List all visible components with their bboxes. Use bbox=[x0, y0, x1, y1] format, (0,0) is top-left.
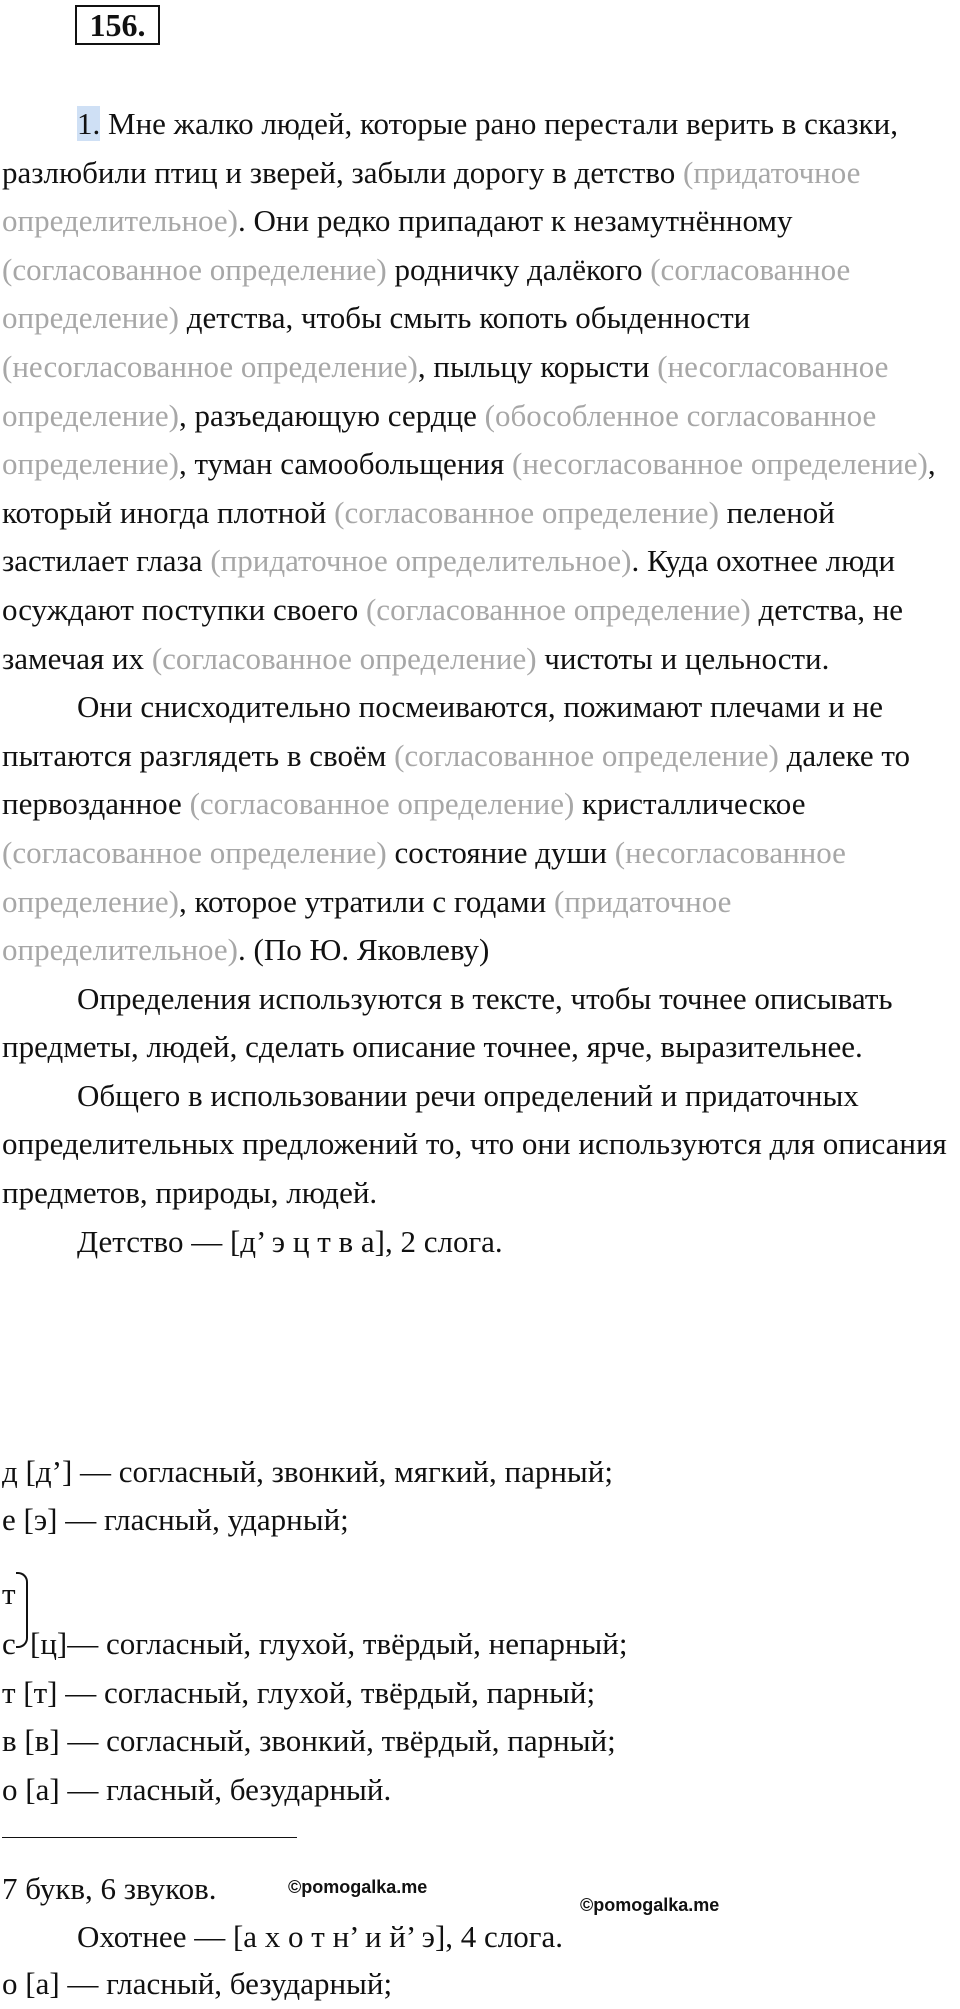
phonetic-line-o: о [а] — гласный, безударный. bbox=[2, 1772, 392, 1807]
text-run: . (По Ю. Яковлеву) bbox=[238, 932, 490, 968]
gray-annotation: (согласованное определение) bbox=[189, 786, 575, 822]
next-word-line: Охотнее — [а х о т н’ и й’ э], 4 слога. bbox=[77, 1919, 563, 1954]
watermark: ©pomogalka.me bbox=[288, 1877, 428, 1897]
text-run: . Они редко припадают к незамутнённому bbox=[238, 203, 793, 239]
phonetic-line-t: т [т] — согласный, глухой, твёрдый, парный; bbox=[2, 1675, 596, 1710]
text-run: . Куда охотнее люди осуждают поступки своего bbox=[2, 543, 896, 627]
text-run: пеленой застилает глаза bbox=[2, 494, 835, 579]
text-run: детства, чтобы смыть копоть обыденности bbox=[178, 300, 751, 336]
answer-text bbox=[2, 100, 950, 1266]
gray-annotation: (придаточное определительное) bbox=[2, 883, 732, 968]
gray-annotation: (согласованное определение) bbox=[2, 251, 851, 336]
gray-annotation: (согласованное определение) bbox=[394, 737, 779, 773]
text-run: Они снисходительно посмеиваются, пожимают плечами и не пытаются разглядеть в своём bbox=[2, 689, 883, 773]
phonetic-line-ts: [ц]— согласный, глухой, твёрдый, непарный; bbox=[30, 1626, 628, 1661]
gray-annotation: (согласованное определение) bbox=[2, 834, 387, 870]
gray-annotation: (согласованное определение) bbox=[365, 591, 751, 627]
gray-annotation: (обособленное согласованное определение) bbox=[2, 397, 877, 482]
phonetic-line-v: в [в] — согласный, звонкий, твёрдый, парный; bbox=[2, 1723, 616, 1758]
gray-annotation: (придаточное определительное) bbox=[2, 154, 861, 239]
brace-icon bbox=[16, 1572, 28, 1648]
letters-sounds-count: 7 букв, 6 звуков. bbox=[2, 1871, 217, 1906]
text-run: , пыльцу корысти bbox=[417, 348, 658, 384]
text-run: состояние души bbox=[386, 834, 615, 870]
gray-annotation: (несогласованное определение) bbox=[2, 348, 418, 384]
watermark: ©pomogalka.me bbox=[580, 1895, 720, 1915]
gray-annotation: (согласованное определение) bbox=[2, 251, 387, 287]
phonetic-letter-s: с bbox=[2, 1626, 16, 1661]
phonetic-line-e: е [э] — гласный, ударный; bbox=[2, 1502, 349, 1537]
phonetic-line-d: д [д’] — согласный, звонкий, мягкий, парный; bbox=[2, 1454, 613, 1489]
next-phonetic-line: о [а] — гласный, безударный; bbox=[2, 1966, 393, 2001]
text-run: Мне жалко людей, которые рано перестали верить в сказки, разлюбили птиц и зверей, забыли дорогу в детство bbox=[2, 106, 898, 190]
paragraph-3: Определения используются в тексте, чтобы точнее описывать предметы, людей, сделать описание точнее, ярче, выразительнее. bbox=[2, 980, 893, 1065]
text-run: , который иногда плотной bbox=[2, 446, 936, 530]
text-run: далеке то первозданное bbox=[2, 737, 911, 822]
phonetic-letter-t: т bbox=[2, 1576, 16, 1611]
gray-annotation: (согласованное определение) bbox=[334, 494, 719, 530]
gray-annotation: (придаточное определительное) bbox=[210, 543, 632, 579]
paragraph-5: Детство — [д’ э ц т в а], 2 слога. bbox=[77, 1223, 503, 1259]
gray-annotation: (несогласованное определение) bbox=[2, 348, 889, 433]
gray-annotation: (несогласованное определение) bbox=[512, 446, 928, 482]
text-run: детства, не замечая их bbox=[2, 591, 904, 676]
gray-annotation: (согласованное определение) bbox=[151, 640, 537, 676]
text-run: , которое утратили с годами bbox=[178, 883, 554, 919]
text-run: , разъедающую сердце bbox=[178, 397, 485, 433]
footnote-divider bbox=[2, 1837, 297, 1838]
exercise-number: 156. bbox=[75, 5, 160, 45]
text-run: чистоты и цельности. bbox=[536, 640, 830, 676]
item-marker: 1. bbox=[77, 106, 101, 141]
paragraph-4: Общего в использовании речи определений и придаточных определительных предложений то, что они используются для описания предметов, природы, людей. bbox=[2, 1077, 947, 1211]
paragraph-1 bbox=[2, 100, 950, 683]
text-run: , туман самообольщения bbox=[178, 446, 513, 482]
gray-annotation: (несогласованное определение) bbox=[2, 834, 846, 919]
text-run: кристаллическое bbox=[574, 786, 806, 822]
paragraph-2 bbox=[2, 683, 950, 975]
text-run: родничку далёкого bbox=[386, 251, 651, 287]
